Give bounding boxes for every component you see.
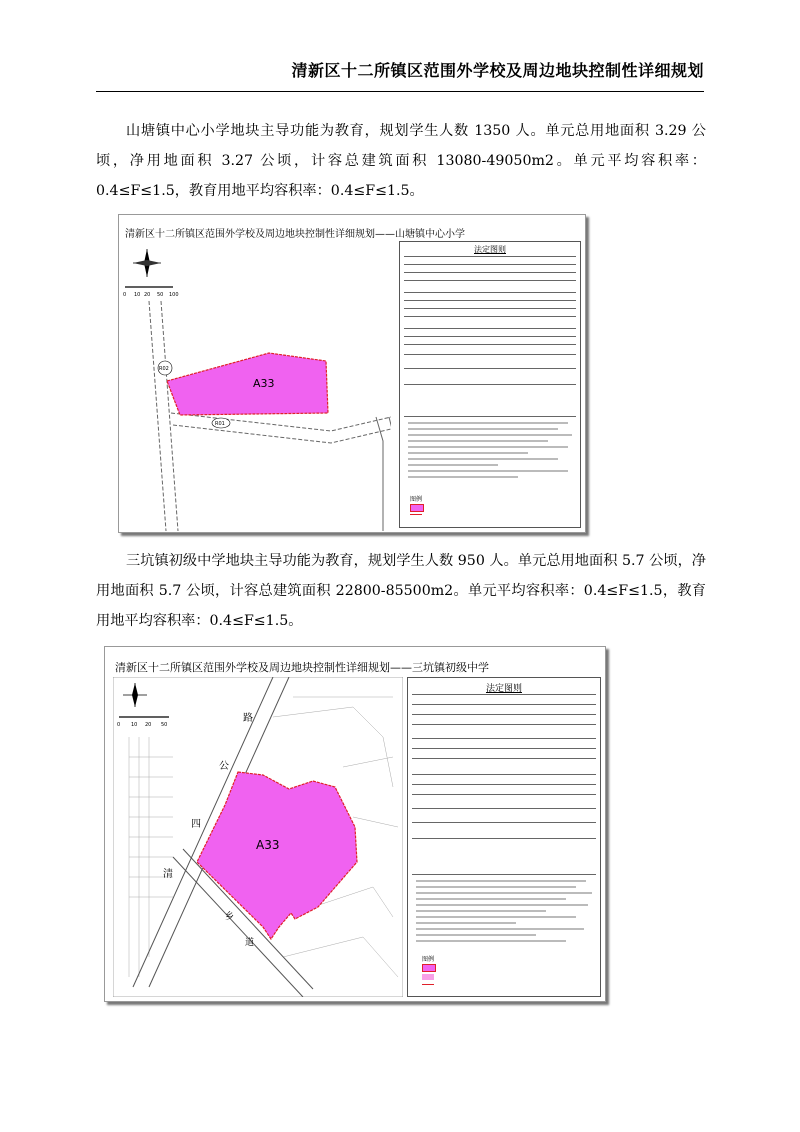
legend-swatch-2 xyxy=(410,514,422,515)
scale-label-3: 50 xyxy=(157,292,164,298)
road-label-1: R02 xyxy=(159,366,169,372)
north-arrow-icon xyxy=(123,683,147,707)
scale-bar xyxy=(123,287,179,298)
scale-label-2: 20 xyxy=(145,722,152,728)
parcel-a33 xyxy=(197,772,357,939)
road-char-6: 道 xyxy=(245,938,255,948)
legend-swatch-2 xyxy=(422,974,434,980)
paragraph-shantang: 山塘镇中心小学地块主导功能为教育，规划学生人数 1350 人。单元总用地面积 3.29 公顷，净用地面积 3.27 公顷，计容总建筑面积 13080-49050m2。单元平均容积率：0.4≤F≤1.5，教育用地平均容积率：0.4≤F≤1.5。 xyxy=(96,123,706,199)
legend-swatch-3 xyxy=(422,984,434,985)
road-vertical xyxy=(149,301,166,531)
parcel-label: A33 xyxy=(256,838,280,852)
parcel-a33 xyxy=(167,353,328,415)
panel-title: 法定图则 xyxy=(474,245,506,254)
scale-bar xyxy=(117,717,169,728)
map-shantang xyxy=(121,241,391,531)
scale-label-1: 10 xyxy=(131,722,138,728)
legend-title: 图例 xyxy=(422,956,435,963)
road-char-3: 公 xyxy=(219,761,229,772)
road-horizontal-edge xyxy=(173,425,391,443)
regulation-panel xyxy=(407,677,601,997)
road-vertical-edge xyxy=(161,301,178,531)
road-label-2: R01 xyxy=(215,421,225,427)
road-char-5: 乡 xyxy=(225,912,235,922)
scale-label-2: 20 xyxy=(144,292,151,298)
scale-label-1: 10 xyxy=(134,292,141,298)
scale-label-3: 50 xyxy=(161,722,168,728)
panel-title: 法定图则 xyxy=(485,684,522,694)
road-east xyxy=(376,417,383,531)
scale-label-0: 0 xyxy=(123,292,127,298)
north-arrow-icon xyxy=(133,249,161,277)
parcel-label: A33 xyxy=(253,377,275,390)
road-char-4: 路 xyxy=(243,713,253,724)
paragraph-sankeng: 三坑镇初级中学地块主导功能为教育，规划学生人数 950 人。单元总用地面积 5.7 公顷，净用地面积 5.7 公顷，计容总建筑面积 22800-85500m2。单元平均容积率：0.4≤F≤1.5，教育用地平均容积率：0.4≤F≤1.5。 xyxy=(96,553,706,629)
figure-title: 清新区十二所镇区范围外学校及周边地块控制性详细规划——山塘镇中心小学 xyxy=(125,229,465,240)
road-east-edge xyxy=(389,417,391,531)
figure-shantang-school xyxy=(118,214,586,533)
regulation-panel xyxy=(399,241,581,528)
scale-label-4: 100 xyxy=(169,292,179,298)
scale-label-0: 0 xyxy=(117,722,121,728)
page-header-title: 清新区十二所镇区范围外学校及周边地块控制性详细规划 xyxy=(291,61,704,80)
legend-swatch xyxy=(422,964,436,972)
legend-title: 图例 xyxy=(410,496,423,503)
legend-swatch xyxy=(410,504,424,512)
figure-title: 清新区十二所镇区范围外学校及周边地块控制性详细规划——三坑镇初级中学 xyxy=(115,661,489,674)
map-sankeng xyxy=(113,677,403,997)
figure-sankeng-school xyxy=(104,646,606,1002)
road-char-2: 四 xyxy=(191,819,201,830)
road-char-1: 清 xyxy=(163,869,173,880)
header-rule xyxy=(96,91,704,92)
